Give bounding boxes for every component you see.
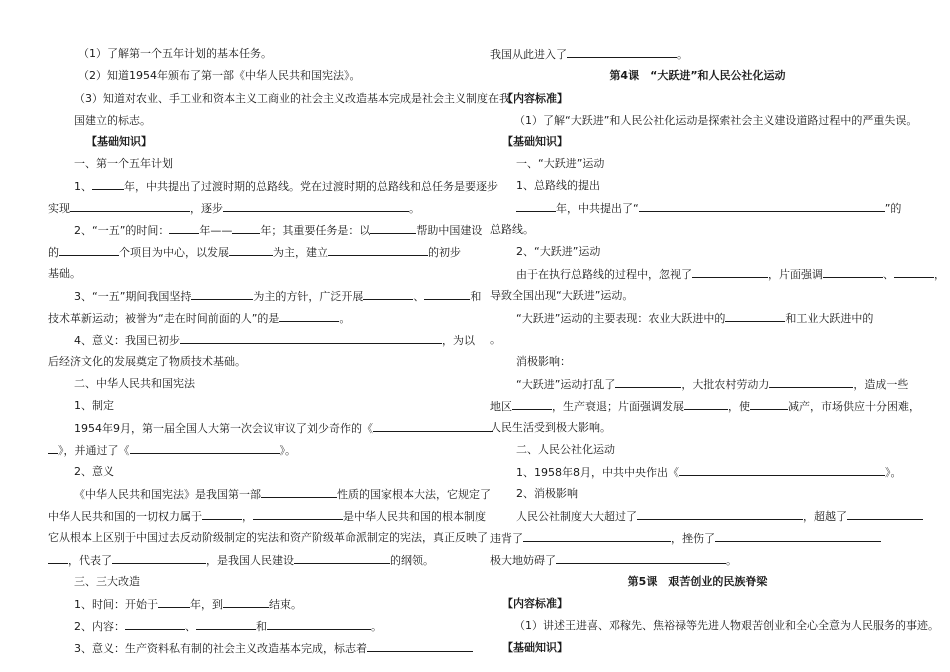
blank[interactable] (180, 332, 442, 344)
fill-line-r6 (490, 398, 920, 414)
subheading-negative-effects: 消极影响： (516, 355, 571, 368)
blank[interactable] (684, 398, 728, 410)
fill-line-r1 (490, 46, 688, 62)
text: ，使 (728, 400, 750, 413)
standard-item-r1: （1）了解“大跃进”和人民公社化运动是探索社会主义建设道路过程中的严重失误。 (514, 114, 918, 127)
text: 实现 (48, 202, 70, 215)
text: 1954年9月，第一届全国人大第一次会议审议了刘少奇作的《 (74, 422, 373, 435)
blank[interactable] (750, 398, 788, 410)
text: 我国从此进入了 (490, 48, 567, 61)
text: 中华人民共和国的一切权力属于 (48, 510, 202, 523)
text: 2、内容： (74, 620, 125, 633)
text: 4、意义：我国已初步 (74, 334, 180, 347)
section-heading-basics-5: 【基础知识】 (502, 641, 568, 654)
blank[interactable] (130, 442, 280, 454)
text: 年—— (199, 224, 233, 237)
fill-line-7 (74, 332, 475, 348)
fill-line-5 (74, 288, 481, 304)
text: 的纲领。 (390, 554, 434, 567)
text: ， (242, 510, 253, 523)
blank[interactable] (769, 376, 853, 388)
blank[interactable] (169, 222, 199, 234)
fill-line-16 (74, 640, 473, 656)
subheading-enactment: 1、制定 (74, 399, 114, 412)
fill-line-14 (74, 596, 302, 612)
text: ，是我国人民建设 (206, 554, 294, 567)
text: 是中华人民共和国的根本制度 (343, 510, 486, 523)
blank[interactable] (847, 508, 923, 520)
standard-item-r2: （1）讲述王进喜、邓稼先、焦裕禄等先进人物艰苦创业和全心全意为人民服务的事迹。 (514, 619, 939, 632)
blank[interactable] (424, 288, 470, 300)
blank[interactable] (715, 530, 881, 542)
text: 的初步 (428, 246, 461, 259)
text: 年；其重要任务是：以 (260, 224, 371, 237)
heading-five-year-plan: 一、第一个五年计划 (74, 157, 173, 170)
standard-item-3-cont: 国建立的标志。 (74, 114, 151, 127)
text: ，大批农村劳动力 (681, 378, 770, 391)
blank[interactable] (328, 244, 428, 256)
text: 1、时间：开始于 (74, 598, 158, 611)
text: ，代表了 (68, 554, 112, 567)
text: 人民公社制度大大超过了 (516, 510, 637, 523)
blank[interactable] (261, 486, 337, 498)
section-heading-basics-r: 【基础知识】 (502, 135, 568, 148)
text: 。 (339, 312, 351, 325)
fill-line-12: 它从根本上区别于中国过去反动阶级制定的宪法和资产阶级革命派制定的宪法，真正反映了 (48, 531, 488, 544)
fill-line-6 (48, 310, 350, 326)
blank[interactable] (615, 376, 681, 388)
fill-line-3 (74, 222, 482, 238)
heading-constitution: 二、中华人民共和国宪法 (74, 377, 195, 390)
fill-line-r7 (516, 464, 902, 480)
lesson-4-title: 第4课 “大跃进”和人民公社化运动 (609, 69, 786, 82)
blank[interactable] (823, 266, 883, 278)
fill-line-r4 (516, 310, 873, 326)
subheading-commune-effects: 2、消极影响 (516, 487, 578, 500)
standard-item-3: （3）知道对农业、手工业和资本主义工商业的社会主义改造基本完成是社会主义制度在我 (74, 92, 510, 105)
fill-line-4-cont: 基础。 (48, 267, 81, 280)
text: ，片面强调 (768, 268, 823, 281)
blank[interactable] (48, 442, 58, 454)
blank[interactable] (725, 310, 785, 322)
heading-great-leap: 一、“大跃进”运动 (516, 157, 605, 170)
text: 年，中共提出了“ (556, 202, 639, 215)
blank[interactable] (267, 618, 371, 630)
blank[interactable] (294, 552, 390, 564)
text: ，生产衰退；片面强调发展 (552, 400, 684, 413)
lesson-5-title: 第5课 艰苦创业的民族脊梁 (627, 575, 768, 588)
fill-line-r10 (490, 552, 737, 568)
fill-line-r3-cont: 导致全国出现“大跃进”运动。 (490, 289, 634, 302)
text: 和 (470, 290, 482, 303)
text: 1、 (74, 180, 92, 193)
fill-line-2 (48, 200, 420, 216)
blank[interactable] (692, 266, 768, 278)
blank[interactable] (637, 508, 803, 520)
text: 违背了 (490, 532, 523, 545)
text: 。 (409, 202, 420, 215)
fill-line-r6-cont: 人民生活受到极大影响。 (490, 421, 611, 434)
section-heading-standards: 【内容标准】 (502, 92, 568, 105)
text: 。 (371, 620, 382, 633)
heading-peoples-communes: 二、人民公社化运动 (516, 443, 615, 456)
subheading-significance: 2、意义 (74, 465, 114, 478)
section-heading-standards-5: 【内容标准】 (502, 597, 568, 610)
blank[interactable] (253, 508, 343, 520)
fill-line-r2 (516, 200, 901, 216)
text: 和 (256, 620, 267, 633)
blank[interactable] (367, 640, 473, 652)
fill-line-11 (48, 508, 486, 524)
fill-line-r4-cont: 。 (490, 333, 501, 346)
standard-item-1: （1）了解第一个五年计划的基本任务。 (78, 47, 272, 60)
fill-line-15 (74, 618, 382, 634)
blank[interactable] (512, 398, 552, 410)
blank[interactable] (370, 222, 416, 234)
blank[interactable] (223, 200, 409, 212)
blank[interactable] (112, 552, 206, 564)
text: 极大地妨碍了 (490, 554, 556, 567)
fill-line-9 (48, 442, 296, 458)
text: 结束。 (269, 598, 302, 611)
fill-line-1 (74, 178, 498, 194)
blank[interactable] (202, 508, 242, 520)
text: 年，到 (190, 598, 223, 611)
text: 的 (48, 246, 59, 259)
text: 和工业大跃进中的 (785, 312, 874, 325)
fill-line-r2-cont: 总路线。 (490, 223, 534, 236)
text: 》，并通过了《 (58, 444, 130, 457)
text: ，超越了 (803, 510, 847, 523)
text: 1、1958年8月，中共中央作出《 (516, 466, 679, 479)
text: “大跃进”运动打乱了 (516, 378, 616, 391)
blank[interactable] (223, 596, 269, 608)
blank[interactable] (232, 222, 260, 234)
text: “大跃进”运动的主要表现：农业大跃进中的 (516, 312, 726, 325)
text: 减产，市场供应十分困难， (788, 400, 920, 413)
text: 、 (413, 290, 425, 303)
text: ”的 (884, 202, 902, 215)
fill-line-13 (48, 552, 434, 568)
blank[interactable] (679, 464, 885, 476)
text: 、 (185, 620, 196, 633)
blank[interactable] (48, 552, 68, 564)
blank[interactable] (70, 200, 190, 212)
text: 《中华人民共和国宪法》是我国第一部 (74, 488, 261, 501)
blank[interactable] (92, 178, 124, 190)
blank[interactable] (125, 618, 185, 630)
fill-line-r8 (516, 508, 923, 524)
text: 技术革新运动；被誉为“走在时间前面的人”的是 (48, 312, 280, 325)
fill-line-r9 (490, 530, 881, 546)
fill-line-r5 (516, 376, 908, 392)
text: 为主的方针，广泛开展 (253, 290, 364, 303)
heading-three-transformations: 三、三大改造 (74, 575, 140, 588)
text: 3、意义：生产资料私有制的社会主义改造基本完成，标志着 (74, 642, 367, 655)
fill-line-10 (74, 486, 491, 502)
text: 》。 (279, 444, 296, 457)
text: 》。 (885, 466, 902, 479)
text: 2、“一五”的时间： (74, 224, 170, 237)
blank[interactable] (196, 618, 256, 630)
blank[interactable] (894, 266, 934, 278)
text: 个项目为中心，以发展 (119, 246, 229, 259)
blank[interactable] (516, 200, 556, 212)
text: 3、“一五”期间我国坚持 (74, 290, 192, 303)
text: 、 (883, 268, 894, 281)
blank[interactable] (158, 596, 190, 608)
text: ， (934, 268, 945, 281)
blank[interactable] (229, 244, 273, 256)
text: 。 (677, 48, 688, 61)
subheading-great-leap-movement: 2、“大跃进”运动 (516, 245, 601, 258)
text: ，逐步 (190, 202, 223, 215)
blank[interactable] (523, 530, 671, 542)
blank[interactable] (191, 288, 253, 300)
fill-line-r3 (516, 266, 945, 282)
text: 。 (726, 554, 737, 567)
blank[interactable] (363, 288, 413, 300)
text: 帮助中国建设 (416, 224, 483, 237)
blank[interactable] (556, 552, 726, 564)
blank[interactable] (567, 46, 677, 58)
blank[interactable] (639, 200, 885, 212)
text: 由于在执行总路线的过程中，忽视了 (516, 268, 692, 281)
blank[interactable] (279, 310, 339, 322)
fill-line-7-cont: 后经济文化的发展奠定了物质技术基础。 (48, 355, 246, 368)
text: 年，中共提出了过渡时期的总路线。党在过渡时期的总路线和总任务是要逐步 (124, 180, 498, 193)
subheading-general-line: 1、总路线的提出 (516, 179, 600, 192)
text: ，为以 (442, 334, 475, 347)
section-heading-basics: 【基础知识】 (86, 135, 152, 148)
text: 地区 (490, 400, 512, 413)
standard-item-2: （2）知道1954年颁布了第一部《中华人民共和国宪法》。 (78, 69, 361, 82)
text: 性质的国家根本大法，它规定了 (337, 488, 491, 501)
blank[interactable] (59, 244, 119, 256)
text: 为主，建立 (273, 246, 328, 259)
fill-line-4 (48, 244, 461, 260)
text: ，造成一些 (853, 378, 909, 391)
blank[interactable] (373, 420, 493, 432)
fill-line-8 (74, 420, 493, 436)
text: ，挫伤了 (671, 532, 715, 545)
